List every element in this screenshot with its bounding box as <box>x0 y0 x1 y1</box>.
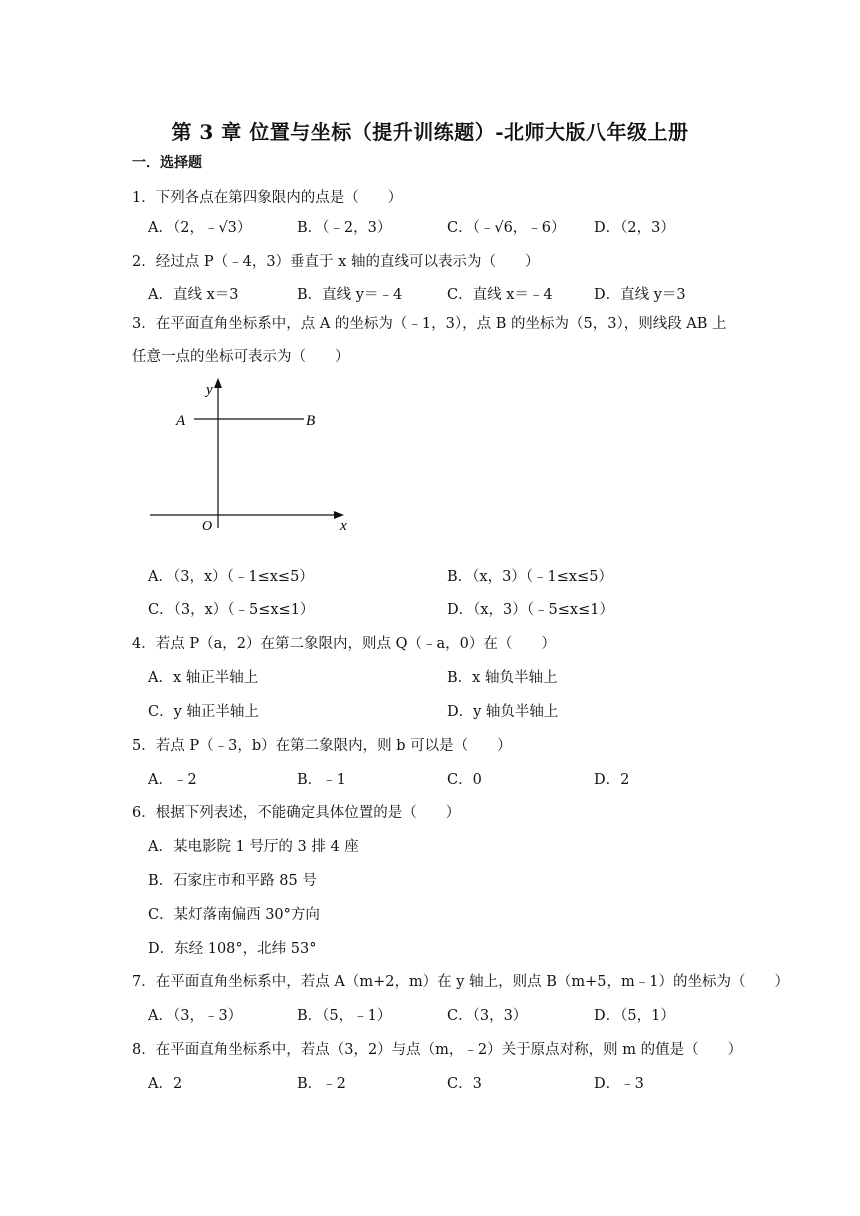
option-1d: D．（2，3） <box>594 220 675 236</box>
option-2a: A．直线 x＝3 <box>148 287 239 303</box>
option-2b: B．直线 y＝﹣4 <box>297 287 403 303</box>
section-heading: 一．选择题 <box>132 155 202 171</box>
question-stem: 在平面直角坐标系中，若点 A（m+2，m）在 y 轴上，则点 B（m+5，m﹣1）的坐标为（ ） <box>155 974 789 990</box>
question-number: 5． <box>132 738 156 754</box>
page-title: 第 3 章 位置与坐标（提升训练题）-北师大版八年级上册 <box>171 120 689 144</box>
question-5 <box>132 734 512 755</box>
option-8b: B．﹣2 <box>297 1076 346 1092</box>
option-6d: D．东经 108°，北纬 53° <box>148 941 317 957</box>
option-4b: B．x 轴负半轴上 <box>447 670 558 686</box>
option-1c: C．（﹣√6，﹣6） <box>447 220 566 236</box>
option-4c: C．y 轴正半轴上 <box>148 704 259 720</box>
option-4a: A．x 轴正半轴上 <box>148 670 259 686</box>
question-3 <box>132 308 732 374</box>
option-5a: A．﹣2 <box>148 772 197 788</box>
option-3b: B．（x，3）（﹣1≤x≤5） <box>447 569 613 585</box>
y-axis-label: y <box>206 382 213 398</box>
option-8a: A．2 <box>148 1076 183 1092</box>
question-number: 4． <box>132 636 156 652</box>
option-5d: D．2 <box>594 772 630 788</box>
question-stem: 若点 P（a，2）在第二象限内，则点 Q（﹣a，0）在（ ） <box>155 636 556 652</box>
point-b-label: B <box>306 413 316 429</box>
question-stem: 在平面直角坐标系中，若点（3，2）与点（m，﹣2）关于原点对称，则 m 的值是（ ） <box>155 1042 743 1058</box>
option-6c: C．某灯落南偏西 30°方向 <box>148 907 320 923</box>
question-stem: 在平面直角坐标系中，点 A 的坐标为（﹣1，3），点 B 的坐标为（5，3），则线段 AB 上任意一点的坐标可表示为（ ） <box>132 316 727 365</box>
question-number: 1． <box>132 190 156 206</box>
question-6 <box>132 801 460 822</box>
option-7a: A．（3，﹣3） <box>148 1008 243 1024</box>
question-4 <box>132 632 556 653</box>
question-number: 3． <box>132 316 156 332</box>
question-stem: 经过点 P（﹣4，3）垂直于 x 轴的直线可以表示为（ ） <box>155 254 540 270</box>
option-8c: C．3 <box>447 1076 482 1092</box>
option-7b: B．（5，﹣1） <box>297 1008 392 1024</box>
option-6b: B．石家庄市和平路 85 号 <box>148 873 317 889</box>
y-axis-arrow <box>214 378 222 388</box>
option-7c: C．（3，3） <box>447 1008 528 1024</box>
option-7d: D．（5，1） <box>594 1008 675 1024</box>
option-2c: C．直线 x＝﹣4 <box>447 287 553 303</box>
option-2d: D．直线 y＝3 <box>594 287 686 303</box>
question-8 <box>132 1038 742 1059</box>
option-3c: C．（3，x）（﹣5≤x≤1） <box>148 602 315 618</box>
question-7 <box>132 970 789 991</box>
question-1 <box>132 186 402 207</box>
option-6a: A．某电影院 1 号厅的 3 排 4 座 <box>148 839 359 855</box>
coordinate-figure <box>148 376 368 536</box>
option-4d: D．y 轴负半轴上 <box>447 704 559 720</box>
option-5c: C．0 <box>447 772 482 788</box>
question-number: 6． <box>132 805 156 821</box>
option-1b: B．（﹣2，3） <box>297 220 392 236</box>
question-2 <box>132 250 539 271</box>
question-number: 8． <box>132 1042 156 1058</box>
question-stem: 下列各点在第四象限内的点是（ ） <box>155 190 403 206</box>
question-stem: 根据下列表述，不能确定具体位置的是（ ） <box>155 805 461 821</box>
option-3a: A．（3，x）（﹣1≤x≤5） <box>148 569 314 585</box>
option-5b: B．﹣1 <box>297 772 346 788</box>
question-stem: 若点 P（﹣3，b）在第二象限内，则 b 可以是（ ） <box>155 738 512 754</box>
question-number: 2． <box>132 254 156 270</box>
question-number: 7． <box>132 974 156 990</box>
x-axis-label: x <box>340 518 347 534</box>
option-8d: D．﹣3 <box>594 1076 644 1092</box>
origin-label: O <box>202 519 213 534</box>
point-a-label: A <box>176 413 186 429</box>
option-1a: A．（2，﹣√3） <box>148 220 252 236</box>
option-3d: D．（x，3）（﹣5≤x≤1） <box>447 602 614 618</box>
